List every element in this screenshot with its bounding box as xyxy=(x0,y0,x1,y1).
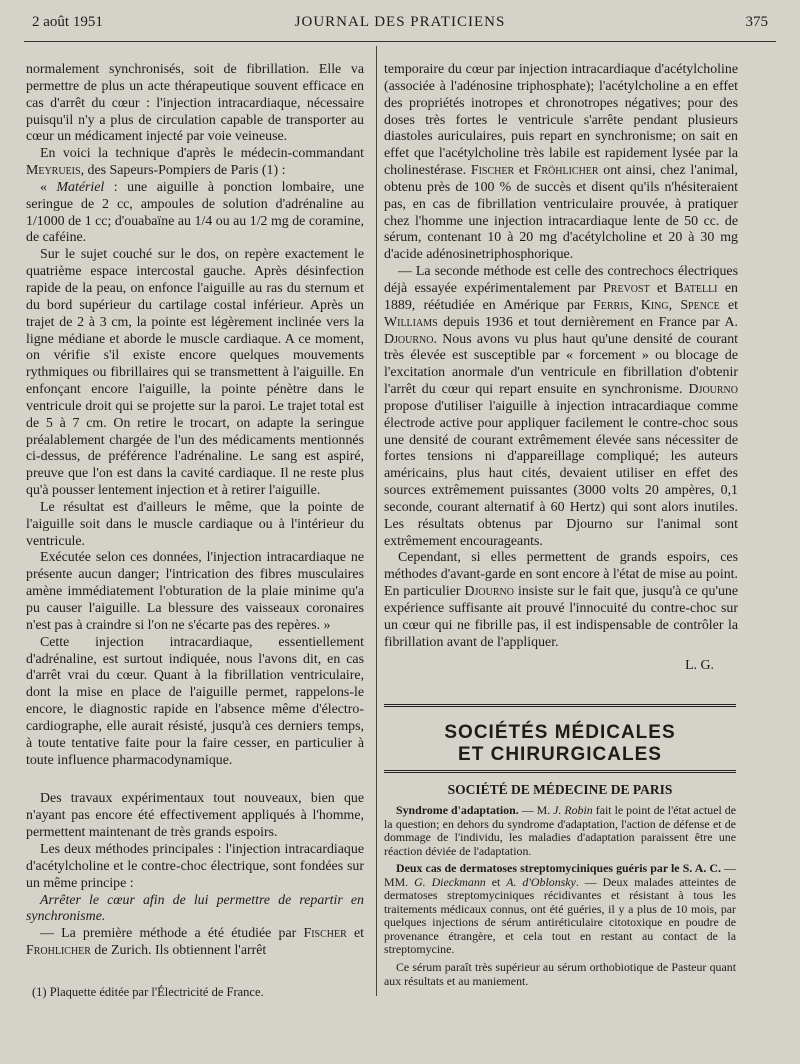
paragraph: Cette injection intracardiaque, essentiellement d'adrénaline, est surtout indiquée, nous l'avons dit, en cas d'arrêt vrai du cœur. Quant à la fibrillation ventriculaire, dont la mise en place de l'aiguille permet, rappelons-le encore, le diagnostic rapide en l'absence même d'électro-cardiographe, elle aurait résisté, jusqu'à ces derniers temps, à toute tentative faite pour la faire cesser, en particulier à toute influence pharmacodynamique. xyxy=(26,634,364,768)
page-number: 375 xyxy=(745,14,768,30)
paragraph: « Matériel : une aiguille à ponction lombaire, une seringue de 2 cc, ampoules de solution d'adrénaline au 1/1000 de 1 cc; d'ouabaïne au 1/4 ou au 1/2 mg de coramine, de caféine. xyxy=(26,179,365,246)
society-reports xyxy=(384,804,736,992)
section-title: SOCIÉTÉS MÉDICALES ET CHIRURGICALES xyxy=(444,722,676,765)
paragraph: normalement synchronisés, soit de fibrillation. Elle va permettre de plus un acte thérapeutique souvent efficace en cas d'arrêt du cœur : l'injection intracardiaque, nécessaire puisqu'il n'y a plus de circulation capable de transporter au cœur un médicament injecté par voie veineuse. xyxy=(26,62,364,145)
issue-date: 2 août 1951 xyxy=(32,14,103,30)
paragraph: — La seconde méthode est celle des contrechocs électriques déjà essayée expérimentalement par Prevost et Batelli en 1889, réétudiée en Amérique par Ferris, King, Spence et Williams depuis 1936 et tout dernièrement en France par A. Djourno. Nous avons vu plus haut qu'une densité de courant très élevée est susceptible par « forcement » ou blocage de l'excitation anormale d'un ventricule en fibrillation d'obtenir l'arrêt du cœur qui repart ensuite en synchronisme. Djourno propose d'utiliser l'aiguille à injection intracardiaque comme électrode active pour appliquer facilement le contre-choc sous une densité de courant extrêmement élevée sans nécessiter de fortes tensions ni d'appareillage compliqué; les auteurs américains, plus haut cités, devaient utiliser en effet des sources extrêmement puissantes (3000 volts 20 ampères, 0,1 seconde, courant alternatif à 60 Hertz) qui sont alors inutiles. Les résultats obtenus par Djourno sur l'animal sont extrêmement encourageants. xyxy=(384,264,739,549)
header-rule xyxy=(24,41,776,42)
section-rule-top xyxy=(384,704,736,707)
right-column xyxy=(384,62,738,674)
paragraph: Cependant, si elles permettent de grands espoirs, ces méthodes d'avant-garde en sont encore à l'état de mise au point. En particulier Djourno insiste sur le fait que, jusqu'à ce qu'une expérience suffisante ait prouvé l'innocuité du contre-choc sur un cœur qui ne fibrille pas, il est indispensable de contrôler la fibrillation avant de l'appliquer. xyxy=(384,550,739,650)
society-name: SOCIÉTÉ DE MÉDECINE DE PARIS xyxy=(447,782,673,797)
paragraph: Exécutée selon ces données, l'injection intracardiaque ne présente aucun danger; l'intrication des fibres musculaires amène immédiatement l'obturation de la plaie minime qu'a pu causer l'aiguille. La blessure des vaisseaux coronaires n'est pas à craindre si l'on ne s'écarte pas des repères. » xyxy=(26,550,364,633)
left-column xyxy=(26,62,364,960)
column-divider xyxy=(376,46,377,996)
report-item: Ce sérum paraît très supérieur au sérum orthobiotique de Pasteur quant aux résultats et au maniement. xyxy=(384,960,736,988)
footnote: (1) Plaquette éditée par l'Électricité de France. xyxy=(32,985,264,999)
section-rule-bottom xyxy=(384,770,736,773)
paragraph: Les deux méthodes principales : l'injection intracardiaque d'acétylcholine et le contre-choc électrique, sont fondées sur un même principe : xyxy=(26,841,364,891)
paragraph: Le résultat est d'ailleurs le même, que la pointe de l'aiguille soit dans le muscle cardiaque ou à l'intérieur du ventricule. xyxy=(26,499,364,549)
signature: L. G. xyxy=(685,657,714,673)
paragraph: Sur le sujet couché sur le dos, on repère exactement le quatrième espace intercostal gauche. Après désinfection rapide de la peau, on enfonce l'aiguille au ras du sternum et du bord supérieur du cartilage costal inférieur. Après un trajet de 2 à 3 cm, la pointe est légèrement inclinée vers la ligne médiane et aborde le muscle cardiaque. A ce moment, on vérifie s'il existe encore quelques mouvements rythmiques ou fibrillaires qui se transmettent à l'aiguille. En enfonçant encore l'aiguille, la pointe pénètre dans le ventricule droit qui se projette sur la paroi. Le trajet total est de 5 à 7 cm. On retire le trocart, on adapte la seringue préalablement chargée de l'un des médicaments mentionnés ci-dessus, de préférence l'adrénaline. Le sang est aspiré, preuve que l'on est dans la cavité cardiaque. Il ne reste plus qu'à pousser lentement injection et à retirer l'aiguille. xyxy=(26,247,364,499)
paragraph: temporaire du cœur par injection intracardiaque d'acétylcholine (associée à l'adénosine triphosphate); l'acétylcholine a en effet des propriétés inotropes et chronotropes négatives; pour des doses très fortes le ventricule s'arrête pendant plusieurs diastoles auriculaires, puis repart en synchronisme; on sait en effet que l'acétylcholine très labile est rapidement lysée par la cholinestérase. Fischer et Fröhlicher ont ainsi, chez l'animal, obtenu près de 100 % de succès et disent qu'ils n'hésiteraient pas, en cas de fibrillation ventriculaire prouvée, à pratiquer chez l'homme une injection intracardiaque lente de 50 cc. de sérum, contenant 10 à 20 mg d'acétylcholine et 20 à 30 mg d'acide adénosinetriphosphorique. xyxy=(384,62,738,263)
paragraph: En voici la technique d'après le médecin-commandant Meyrueis, des Sapeurs-Pompiers de Paris (1) : xyxy=(26,146,364,179)
paragraph: — La première méthode a été étudiée par Fischer et Frohlicher de Zurich. Ils obtiennent l'arrêt xyxy=(26,926,364,959)
journal-title: JOURNAL DES PRATICIENS xyxy=(294,14,506,30)
report-item: Syndrome d'adaptation. — M. J. Robin fait le point de l'état actuel de la question; en dehors du syndrome d'adaptation, l'action de défense et de dommage de l'individu, les maladies d'adaptation paraissent être une réaction déviée de l'adaptation. xyxy=(384,803,736,858)
paragraph: Des travaux expérimentaux tout nouveaux, bien que n'ayant pas encore été effectivement appliqués à l'homme, permettent maintenant de très grands espoirs. xyxy=(26,791,364,841)
paragraph: Arrêter le cœur afin de lui permettre de repartir en synchronisme. xyxy=(26,892,364,925)
report-item: Deux cas de dermatoses streptomyciniques guéris par le S. A. C. — MM. G. Dieckmann et A. d'Oblonsky. — Deux malades atteintes de dermatoses streptomyciniques récidivantes et résistant à tous les traitements médicaux connus, ont été guéries, il y a plus de 10 mois, par quelques injections de sérum antiréticulaire citotoxique en poudre de provenance étrangère, et cela tout en restant au contact de la streptomycine. xyxy=(384,861,737,957)
running-header xyxy=(32,14,768,38)
